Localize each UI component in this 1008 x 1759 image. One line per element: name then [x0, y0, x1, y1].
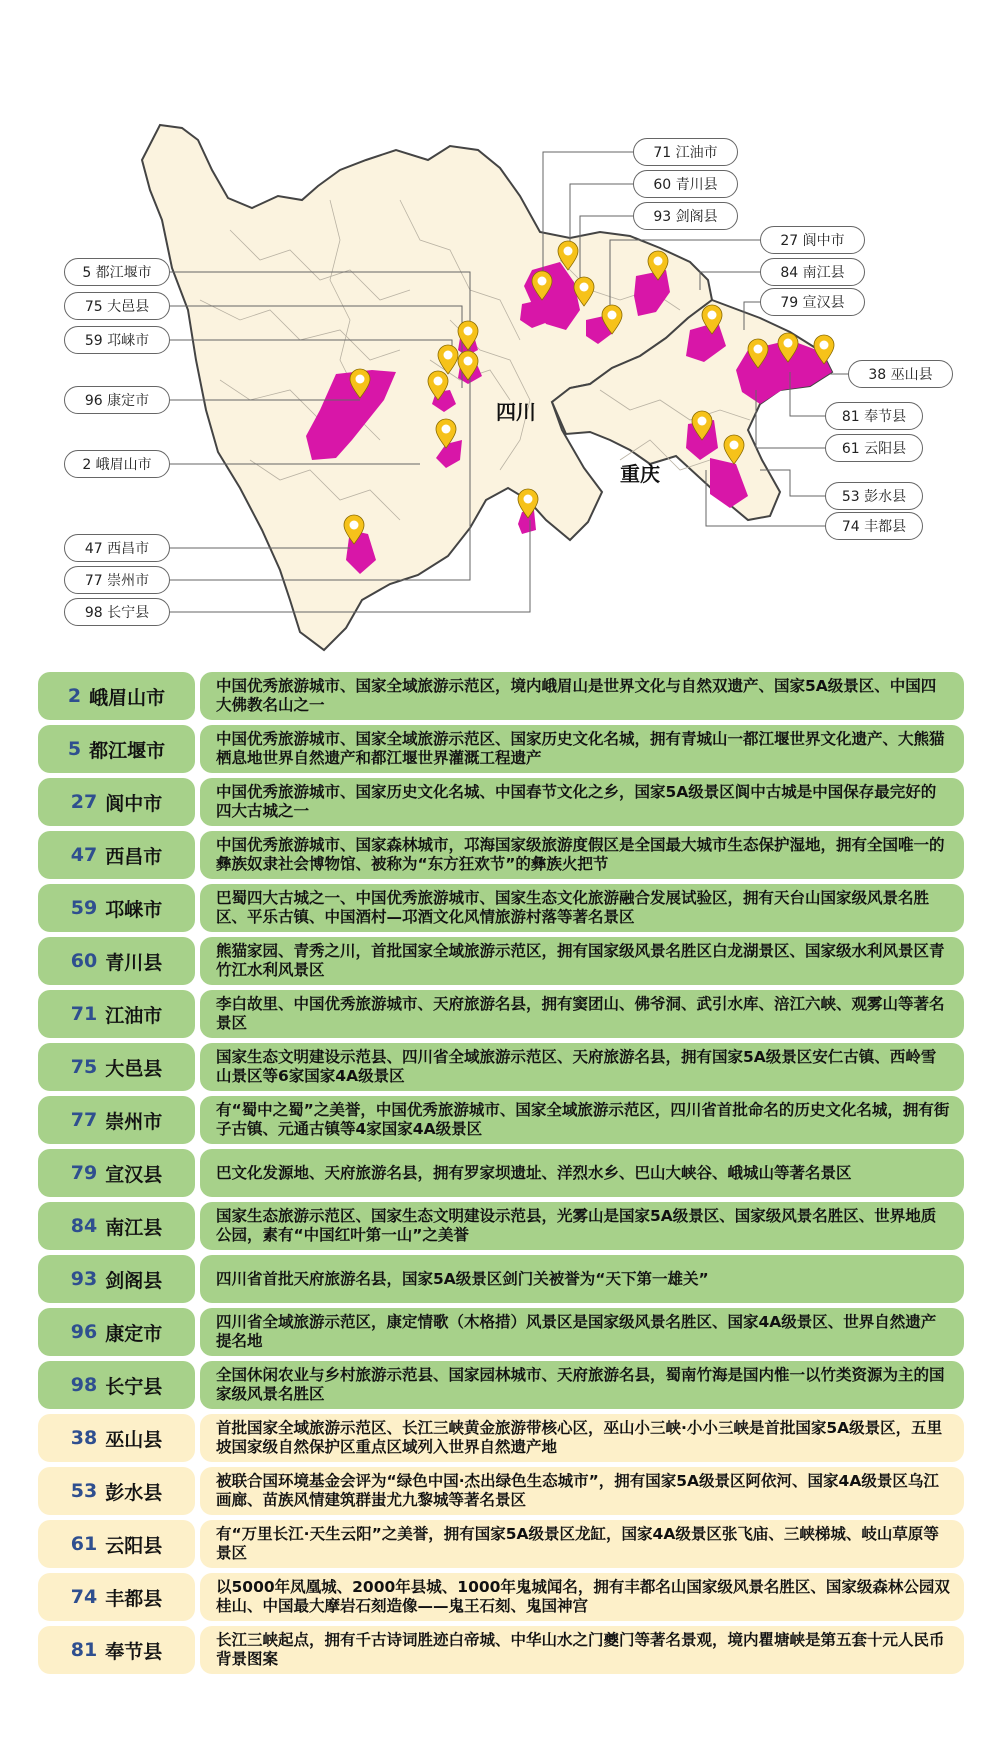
row-key: [38, 884, 195, 932]
table-row: [38, 1202, 964, 1250]
row-name: 大邑县: [105, 1057, 163, 1080]
row-description: 中国优秀旅游城市、国家全域旅游示范区，境内峨眉山是世界文化与自然双遗产、国家5A级景区、中国四大佛教名山之一: [200, 672, 964, 720]
map-label-71: 71 江油市: [633, 138, 738, 166]
row-name: 崇州市: [105, 1110, 163, 1133]
map-label-2: 2 峨眉山市: [64, 450, 170, 478]
row-name: 剑阁县: [105, 1269, 163, 1292]
row-number: 93: [70, 1268, 98, 1290]
row-number: 79: [70, 1162, 98, 1184]
row-number: 61: [70, 1533, 98, 1555]
row-number: 75: [70, 1056, 98, 1078]
table-row: [38, 1308, 964, 1356]
region-label-sichuan: 四川: [496, 400, 536, 424]
row-number: 53: [70, 1480, 98, 1502]
row-number: 81: [70, 1639, 98, 1661]
row-key: [38, 1573, 195, 1621]
row-description: 被联合国环境基金会评为“绿色中国·杰出绿色生态城市”，拥有国家5A级景区阿依河、国家4A级景区乌江画廊、苗族风情建筑群蚩尤九黎城等著名景区: [200, 1467, 964, 1515]
row-description: 李白故里、中国优秀旅游城市、天府旅游名县，拥有窦团山、佛爷洞、武引水库、涪江六峡、观雾山等著名景区: [200, 990, 964, 1038]
row-key: [38, 1467, 195, 1515]
row-number: 5: [67, 738, 82, 760]
row-key: [38, 937, 195, 985]
row-number: 77: [70, 1109, 98, 1131]
row-key: [38, 1096, 195, 1144]
table-row: [38, 1255, 964, 1303]
row-number: 60: [70, 950, 98, 972]
region-label-chongqing: 重庆: [620, 462, 660, 486]
row-name: 彭水县: [105, 1481, 163, 1504]
row-description: 长江三峡起点，拥有千古诗词胜迹白帝城、中华山水之门夔门等著名景观，境内瞿塘峡是第五套十元人民币背景图案: [200, 1626, 964, 1674]
row-description: 国家生态旅游示范区、国家生态文明建设示范县，光雾山是国家5A级景区、国家级风景名胜区、世界地质公园，素有“中国红叶第一山”之美誉: [200, 1202, 964, 1250]
row-number: 27: [70, 791, 98, 813]
row-description: 中国优秀旅游城市、国家历史文化名城、中国春节文化之乡，国家5A级景区阆中古城是中国保存最完好的四大古城之一: [200, 778, 964, 826]
map-label-53: 53 彭水县: [825, 482, 923, 510]
table-row: [38, 1626, 964, 1674]
table-row: [38, 1520, 964, 1568]
row-description: 四川省全域旅游示范区，康定情歌（木格措）风景区是国家级风景名胜区、国家4A级景区、世界自然遗产提名地: [200, 1308, 964, 1356]
row-name: 西昌市: [105, 845, 163, 868]
row-key: [38, 725, 195, 773]
map-label-98: 98 长宁县: [64, 598, 170, 626]
row-name: 云阳县: [105, 1534, 163, 1557]
row-key: [38, 672, 195, 720]
row-description: 以5000年凤凰城、2000年县城、1000年鬼城闻名，拥有丰都名山国家级风景名胜区、国家级森林公园双桂山、中国最大摩岩石刻造像——鬼王石刻、鬼国神宫: [200, 1573, 964, 1621]
tourism-map: [0, 0, 1008, 670]
row-description: 巴文化发源地、天府旅游名县，拥有罗家坝遗址、洋烈水乡、巴山大峡谷、峨城山等著名景区: [200, 1149, 964, 1197]
map-label-81: 81 奉节县: [825, 402, 923, 430]
row-key: [38, 1520, 195, 1568]
map-label-60: 60 青川县: [633, 170, 738, 198]
table-row: [38, 778, 964, 826]
map-label-47: 47 西昌市: [64, 534, 170, 562]
row-description: 国家生态文明建设示范县、四川省全域旅游示范区、天府旅游名县，拥有国家5A级景区安仁古镇、西岭雪山景区等6家国家4A级景区: [200, 1043, 964, 1091]
row-name: 青川县: [105, 951, 163, 974]
map-label-77: 77 崇州市: [64, 566, 170, 594]
row-name: 阆中市: [105, 792, 163, 815]
row-description: 四川省首批天府旅游名县，国家5A级景区剑门关被誉为“天下第一雄关”: [200, 1255, 964, 1303]
row-description: 中国优秀旅游城市、国家全域旅游示范区、国家历史文化名城，拥有青城山一都江堰世界文化遗产、大熊猫栖息地世界自然遗产和都江堰世界灌溉工程遗产: [200, 725, 964, 773]
row-name: 邛崃市: [105, 898, 163, 921]
map-label-93: 93 剑阁县: [633, 202, 738, 230]
row-key: [38, 1043, 195, 1091]
map-label-96: 96 康定市: [64, 386, 170, 414]
row-name: 丰都县: [105, 1587, 163, 1610]
map-label-75: 75 大邑县: [64, 292, 170, 320]
row-name: 都江堰市: [89, 739, 166, 762]
row-name: 南江县: [105, 1216, 163, 1239]
row-name: 康定市: [105, 1322, 163, 1345]
row-number: 98: [70, 1374, 98, 1396]
row-key: [38, 831, 195, 879]
row-key: [38, 1361, 195, 1409]
row-number: 74: [70, 1586, 98, 1608]
table-row: [38, 672, 964, 720]
row-number: 38: [70, 1427, 98, 1449]
row-number: 47: [70, 844, 98, 866]
row-name: 江油市: [105, 1004, 163, 1027]
map-label-74: 74 丰都县: [825, 512, 923, 540]
table-row: [38, 884, 964, 932]
row-description: 巴蜀四大古城之一、中国优秀旅游城市、国家生态文化旅游融合发展试验区，拥有天台山国家级风景名胜区、平乐古镇、中国酒村—邛酒文化风情旅游村落等著名景区: [200, 884, 964, 932]
table-row: [38, 1573, 964, 1621]
row-name: 长宁县: [105, 1375, 163, 1398]
row-name: 宣汉县: [105, 1163, 163, 1186]
row-number: 71: [70, 1003, 98, 1025]
row-name: 峨眉山市: [89, 686, 166, 709]
map-label-59: 59 邛崃市: [64, 326, 170, 354]
row-description: 熊猫家园、青秀之川，首批国家全域旅游示范区，拥有国家级风景名胜区白龙湖景区、国家级水利风景区青竹江水利风景区: [200, 937, 964, 985]
row-key: [38, 1626, 195, 1674]
table-row: [38, 1361, 964, 1409]
row-number: 2: [67, 685, 82, 707]
map-label-27: 27 阆中市: [760, 226, 865, 254]
map-label-79: 79 宣汉县: [760, 288, 865, 316]
table-row: [38, 725, 964, 773]
row-key: [38, 1202, 195, 1250]
row-description: 中国优秀旅游城市、国家森林城市，邛海国家级旅游度假区是全国最大城市生态保护湿地，拥有全国唯一的彝族奴隶社会博物馆、被称为“东方狂欢节”的彝族火把节: [200, 831, 964, 879]
map-label-38: 38 巫山县: [848, 360, 953, 388]
row-key: [38, 1414, 195, 1462]
table-row: [38, 990, 964, 1038]
table-row: [38, 831, 964, 879]
row-key: [38, 778, 195, 826]
row-key: [38, 1255, 195, 1303]
table-row: [38, 1149, 964, 1197]
row-description: 首批国家全域旅游示范区、长江三峡黄金旅游带核心区，巫山小三峡·小小三峡是首批国家5A级景区，五里坡国家级自然保护区重点区域列入世界自然遗产地: [200, 1414, 964, 1462]
row-number: 59: [70, 897, 98, 919]
row-number: 84: [70, 1215, 98, 1237]
row-number: 96: [70, 1321, 98, 1343]
row-description: 有“蜀中之蜀”之美誉，中国优秀旅游城市、国家全域旅游示范区，四川省首批命名的历史文化名城，拥有街子古镇、元通古镇等4家国家4A级景区: [200, 1096, 964, 1144]
table-row: [38, 937, 964, 985]
row-description: 有“万里长江·天生云阳”之美誉，拥有国家5A级景区龙缸，国家4A级景区张飞庙、三峡梯城、岐山草原等景区: [200, 1520, 964, 1568]
row-key: [38, 990, 195, 1038]
table-row: [38, 1043, 964, 1091]
map-label-84: 84 南江县: [760, 258, 865, 286]
pin-icon: [518, 489, 538, 518]
map-label-61: 61 云阳县: [825, 434, 923, 462]
table-row: [38, 1414, 964, 1462]
map-label-5: 5 都江堰市: [64, 258, 170, 286]
row-name: 巫山县: [105, 1428, 163, 1451]
row-name: 奉节县: [105, 1640, 163, 1663]
row-key: [38, 1308, 195, 1356]
row-description: 全国休闲农业与乡村旅游示范县、国家园林城市、天府旅游名县，蜀南竹海是国内惟一以竹类资源为主的国家级风景名胜区: [200, 1361, 964, 1409]
row-key: [38, 1149, 195, 1197]
table-row: [38, 1096, 964, 1144]
table-row: [38, 1467, 964, 1515]
